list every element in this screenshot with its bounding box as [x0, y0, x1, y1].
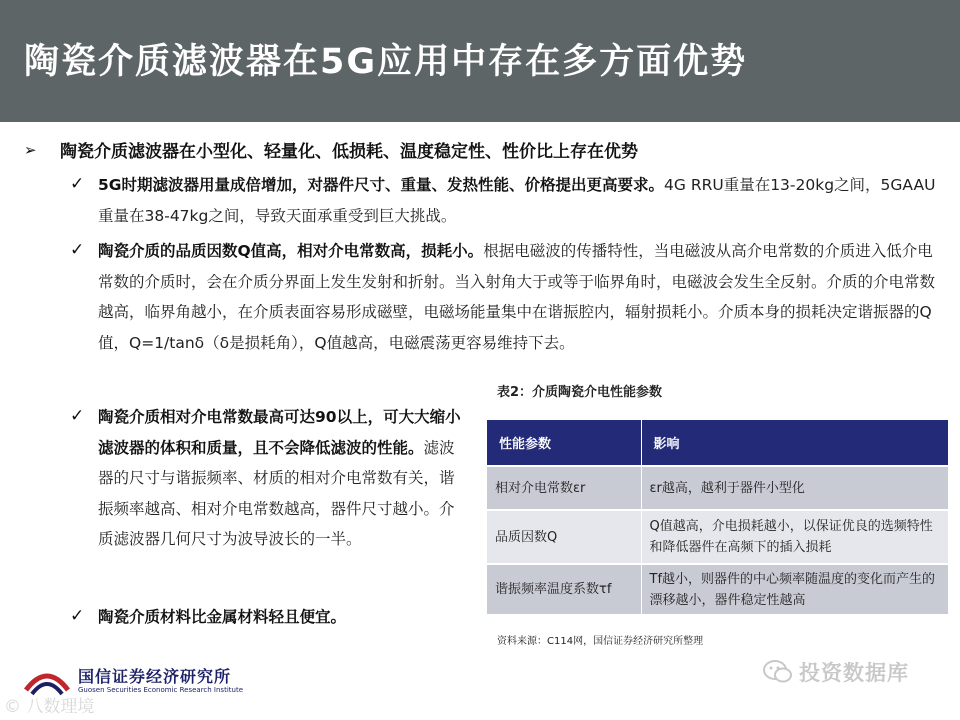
parameter-table: [487, 420, 949, 614]
point-2-text: 根据电磁波的传播特性，当电磁波从高介电常数的介质进入低介电常数的介质时，会在介质分界面上发生发射和折射。当入射角大于或等于临界角时，电磁波会发生全反射。介质的介电常数越高，临界角越小，在介质表面容易形成磁壁，电磁场能量集中在谐振腔内，辐射损耗小。介质本身的损耗决定谐振器的Q值，Q=1/tanδ（δ是损耗角），Q值越高，电磁震荡更容易维持下去。: [98, 242, 936, 352]
wechat-icon: [763, 659, 793, 685]
check-icon: ✓: [70, 174, 85, 194]
point-1-bold: 5G时期滤波器用量成倍增加，对器件尺寸、重量、发热性能、价格提出更高要求。: [98, 176, 665, 194]
main-bullet: [24, 137, 944, 162]
point-3: [98, 402, 468, 555]
bottom-watermark: © 八数理境: [4, 697, 95, 717]
table-cell: 品质因数Q: [487, 510, 641, 564]
table-cell: Tf越小，则器件的中心频率随温度的变化而产生的漂移越小，器件稳定性越高: [641, 564, 949, 614]
point-4-bold: 陶瓷介质材料比金属材料轻且便宜。: [98, 608, 347, 626]
table-source: 资料来源：C114网，国信证券经济研究所整理: [497, 636, 704, 647]
point-3-bold: 陶瓷介质相对介电常数最高可达90以上，可大大缩小滤波器的体积和质量，且不会降低滤波的性能。: [98, 408, 461, 457]
table-cell: 谐振频率温度系数τf: [487, 564, 641, 614]
table-row: [487, 510, 949, 564]
watermark-text: 投资数据库: [799, 661, 909, 685]
check-icon: ✓: [70, 406, 85, 426]
table-caption: 表2：介质陶瓷介电性能参数: [497, 385, 663, 400]
arrow-icon: ➢: [24, 140, 37, 159]
check-icon: ✓: [70, 606, 85, 626]
point-1-text: 4G RRU重量在13-20kg之间，5GAAU重量在38-47kg之间，导致天面承重受到巨大挑战。: [98, 176, 936, 225]
title-bar: [0, 0, 960, 122]
logo-name: 国信证券经济研究所: [78, 667, 232, 686]
table-header-effect: 影响: [641, 420, 949, 466]
point-3-text: 滤波器的尺寸与谐振频率、材质的相对介电常数有关，谐振频率越高、相对介电常数越高，器件尺寸越小。介质滤波器几何尺寸为波导波长的一半。: [98, 438, 455, 548]
point-2: [98, 236, 946, 358]
check-icon: ✓: [70, 240, 85, 260]
page-title: 陶瓷介质滤波器在5G应用中存在多方面优势: [24, 42, 748, 82]
table-row: [487, 564, 949, 614]
main-bullet-text: 陶瓷介质滤波器在小型化、轻量化、低损耗、温度稳定性、性价比上存在优势: [60, 142, 638, 162]
logo-english: Guosen Securities Economic Research Institute: [78, 686, 243, 694]
table-cell: 相对介电常数εr: [487, 466, 641, 510]
point-4: [98, 602, 468, 633]
point-1: [98, 170, 946, 231]
table-row: [487, 466, 949, 510]
point-2-bold: 陶瓷介质的品质因数Q值高，相对介电常数高，损耗小。: [98, 242, 484, 260]
table-header-param: 性能参数: [487, 420, 641, 466]
wechat-watermark: [763, 657, 909, 687]
table-cell: εr越高，越利于器件小型化: [641, 466, 949, 510]
table-cell: Q值越高，介电损耗越小，以保证优良的选频特性和降低器件在高频下的插入损耗: [641, 510, 949, 564]
